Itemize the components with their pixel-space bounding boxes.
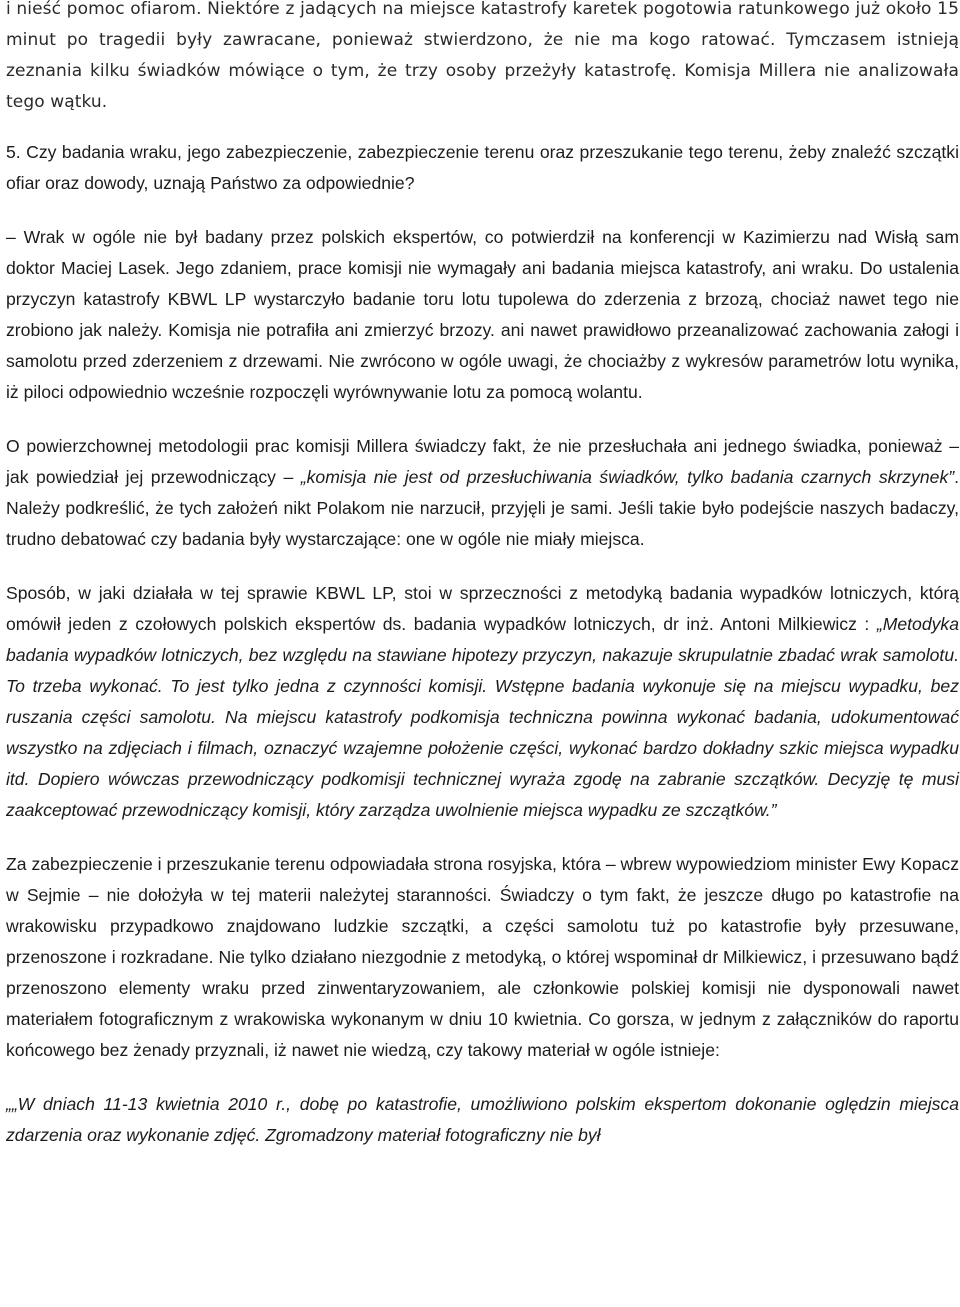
methodology-paragraph — [6, 431, 959, 555]
closing-quote-text: „„W dniach 11-13 kwietnia 2010 r., dobę po katastrofie, umożliwiono polskim ekspertom dokonanie oględzin miejsca zdarzenia oraz wykonanie zdjęć. Zgromadzony materiał fotograficzny nie był — [6, 1094, 959, 1145]
milkiewicz-quote: „Metodyka badania wypadków lotniczych, bez względu na stawiane hipotezy przyczyn, nakazuje skrupulatnie zbadać wrak samolotu. To trzeba wykonać. To jest tylko jedna z czynności komisji. Wstępne badania wykonuje się na miejscu wypadku, bez ruszania części samolotu. Na miejscu katastrofy podkomisja techniczna powinna wykonać badania, udokumentować wszystko na zdjęciach i filmach, oznaczyć wzajemne położenie części, wykonać bardzo dokładny szkic miejsca wypadku itd. Dopiero wówczas przewodniczący podkomisji technicznej wyraża zgodę na zabranie szczątków. Decyzję tę musi zaakceptować przewodniczący komisji, który zarządza uwolnienie miejsca wypadku ze szczątków.” — [6, 614, 959, 820]
intro-paragraph: i nieść pomoc ofiarom. Niektóre z jadących na miejsce katastrofy karetek pogotowia ratunkowego już około 15 minut po tragedii były zawracane, ponieważ stwierdzono, że nie ma kogo ratować. Tymczasem istnieją zeznania kilku świadków mówiące o tym, że trzy osoby przeżyły katastrofę. Komisja Millera nie analizowała tego wątku. — [6, 0, 959, 112]
document-page — [6, 0, 959, 1151]
closing-quote — [6, 1089, 959, 1151]
terrain-paragraph: Za zabezpieczenie i przeszukanie terenu odpowiadała strona rosyjska, która – wbrew wypowiedziom minister Ewy Kopacz w Sejmie – nie dołożyła w tej materii należytej staranności. Świadczy o tym fakt, że jeszcze długo po katastrofie na wrakowisku przypadkowo znajdowano ludzkie szczątki, a części samolotu tuż po katastrofie były przesuwane, przenoszone i rozkradane. Nie tylko działano niezgodnie z metodyką, o której wspominał dr Milkiewicz, i przesuwano bądź przenoszono elementy wraku przed zinwentaryzowaniem, ale członkowie polskiej komisji nie dysponowali nawet materiałem fotograficznym z wrakowiska wykonanym w dniu 10 kwietnia. Co gorsza, w jednym z załączników do raportu końcowego bez żenady przyznali, iż nawet nie wiedzą, czy takowy materiał w ogóle istnieje: — [6, 854, 959, 1060]
answer-paragraph: – Wrak w ogóle nie był badany przez polskich ekspertów, co potwierdził na konferencji w Kazimierzu nad Wisłą sam doktor Maciej Lasek. Jego zdaniem, prace komisji nie wymagały ani badania miejsca katastrofy, ani wraku. Do ustalenia przyczyn katastrofy KBWL LP wystarczyło badanie toru lotu tupolewa do zderzenia z brzozą, chociaż nawet tego nie zrobiono jak należy. Komisja nie potrafiła ani zmierzyć brzozy. ani nawet prawidłowo przeanalizować zachowania załogi i samolotu przed zderzeniem z drzewami. Nie zwrócono w ogóle uwagi, że chociażby z wykresów parametrów lotu wynika, iż piloci odpowiednio wcześnie rozpoczęli wyrównywanie lotu za pomocą wolantu. — [6, 227, 959, 402]
milkiewicz-lead: Sposób, w jaki działała w tej sprawie KBWL LP, stoi w sprzeczności z metodyką badania wypadków lotniczych, którą omówił jeden z czołowych polskich ekspertów ds. badania wypadków lotniczych, dr inż. Antoni Milkiewicz : — [6, 583, 959, 634]
milkiewicz-paragraph — [6, 578, 959, 826]
methodology-lead: O powierzchownej metodologii prac komisji Millera świadczy fakt, że nie przesłuchała ani jednego świadka, ponieważ – jak powiedział jej przewodniczący – — [6, 436, 959, 487]
chairman-quote: „komisja nie jest od przesłuchiwania świadków, tylko badania czarnych skrzynek” — [300, 467, 955, 487]
question-5: 5. Czy badania wraku, jego zabezpieczenie, zabezpieczenie terenu oraz przeszukanie tego terenu, żeby znaleźć szczątki ofiar oraz dowody, uznają Państwo za odpowiednie? — [6, 142, 959, 193]
methodology-tail: . Należy podkreślić, że tych założeń nikt Polakom nie narzucił, przyjęli je sami. Jeśli takie było podejście naszych badaczy, trudno debatować czy badania były wystarczające: one w ogóle nie miały miejsca. — [6, 467, 960, 549]
